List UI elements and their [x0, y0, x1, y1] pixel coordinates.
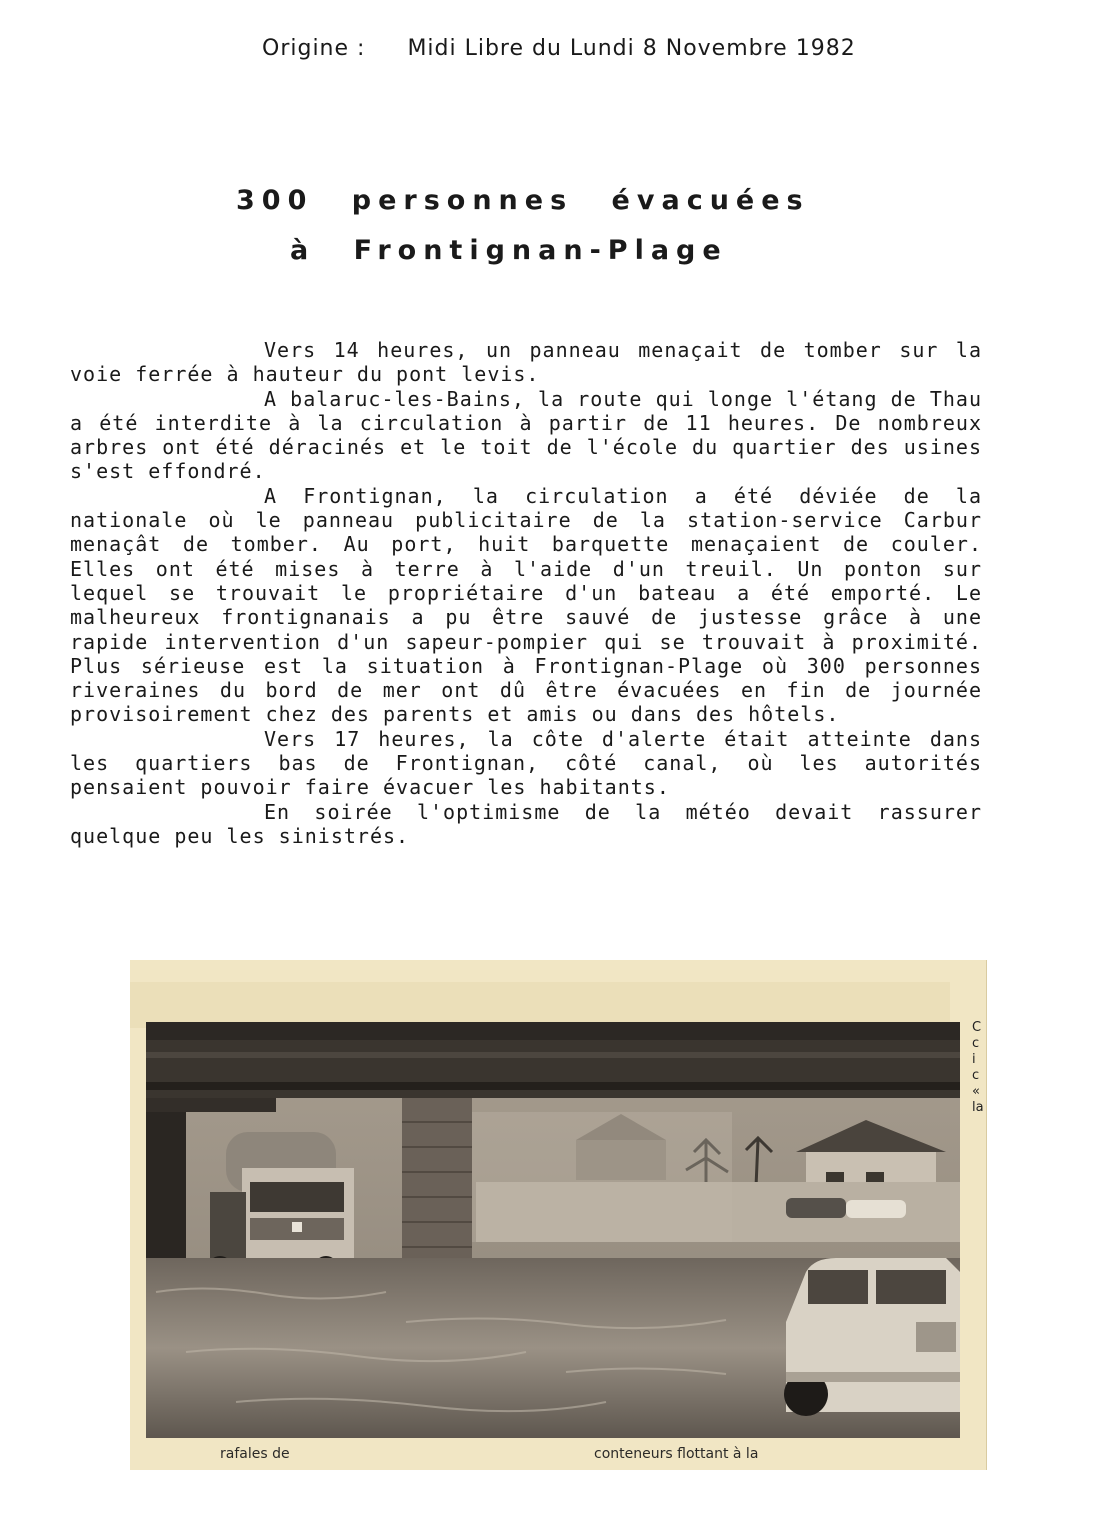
side-letter: la: [972, 1100, 984, 1115]
article-paragraph: Vers 14 heures, un panneau menaçait de tomber sur la voie ferrée à hauteur du pont levis.: [70, 338, 982, 387]
flood-photograph: [146, 1022, 960, 1438]
side-letter: «: [972, 1084, 980, 1099]
side-letter: C: [972, 1020, 982, 1035]
article-body: [70, 338, 982, 848]
newspaper-clipping: [130, 960, 987, 1470]
headline-line-1: 300 personnes évacuées: [236, 185, 810, 216]
caption-right: conteneurs flottant à la: [594, 1446, 759, 1462]
document-origin: [262, 36, 856, 61]
origin-label: Origine :: [262, 36, 366, 61]
side-letter: c: [972, 1036, 980, 1051]
side-letter: i: [972, 1052, 976, 1067]
origin-source: Midi Libre du Lundi 8 Novembre 1982: [407, 36, 856, 61]
article-paragraph: En soirée l'optimisme de la météo devait rassurer quelque peu les sinistrés.: [70, 799, 982, 848]
flood-scene-illustration: [146, 1022, 960, 1438]
headline-line-2: à Frontignan-Plage: [290, 235, 728, 266]
article-paragraph: A Frontignan, la circulation a été déviée de la nationale où le panneau publicitaire de la station-service Carbur menaçât de tomber. Au port, huit barquette menaçaient de couler. Elles ont été mises à terre à l'aide d'un treuil. Un ponton sur lequel se trouvait le propriétaire d'un bateau a été emporté. Le malheureux frontignanais a pu être sauvé de justesse grâce à une rapide intervention d'un sapeur-pompier qui se trouvait à proximité. Plus sérieuse est la situation à Frontignan-Plage où 300 personnes riveraines du bord de mer ont dû être évacuées en fin de journée provisoirement chez des parents et amis ou dans des hôtels.: [70, 483, 982, 727]
article-paragraph: A balaruc-les-Bains, la route qui longe l'étang de Thau a été interdite à la circulation à partir de 11 heures. De nombreux arbres ont été déracinés et le toit de l'école du quartier des usines s'est effondré.: [70, 386, 982, 484]
side-letter: c: [972, 1068, 980, 1083]
clipping-caption: [220, 1446, 758, 1462]
article-paragraph: Vers 17 heures, la côte d'alerte était atteinte dans les quartiers bas de Frontignan, côté canal, où les autorités pensaient pouvoir faire évacuer les habitants.: [70, 726, 982, 800]
clipping-side-text: [972, 1020, 986, 1116]
caption-left: rafales de: [220, 1446, 290, 1462]
